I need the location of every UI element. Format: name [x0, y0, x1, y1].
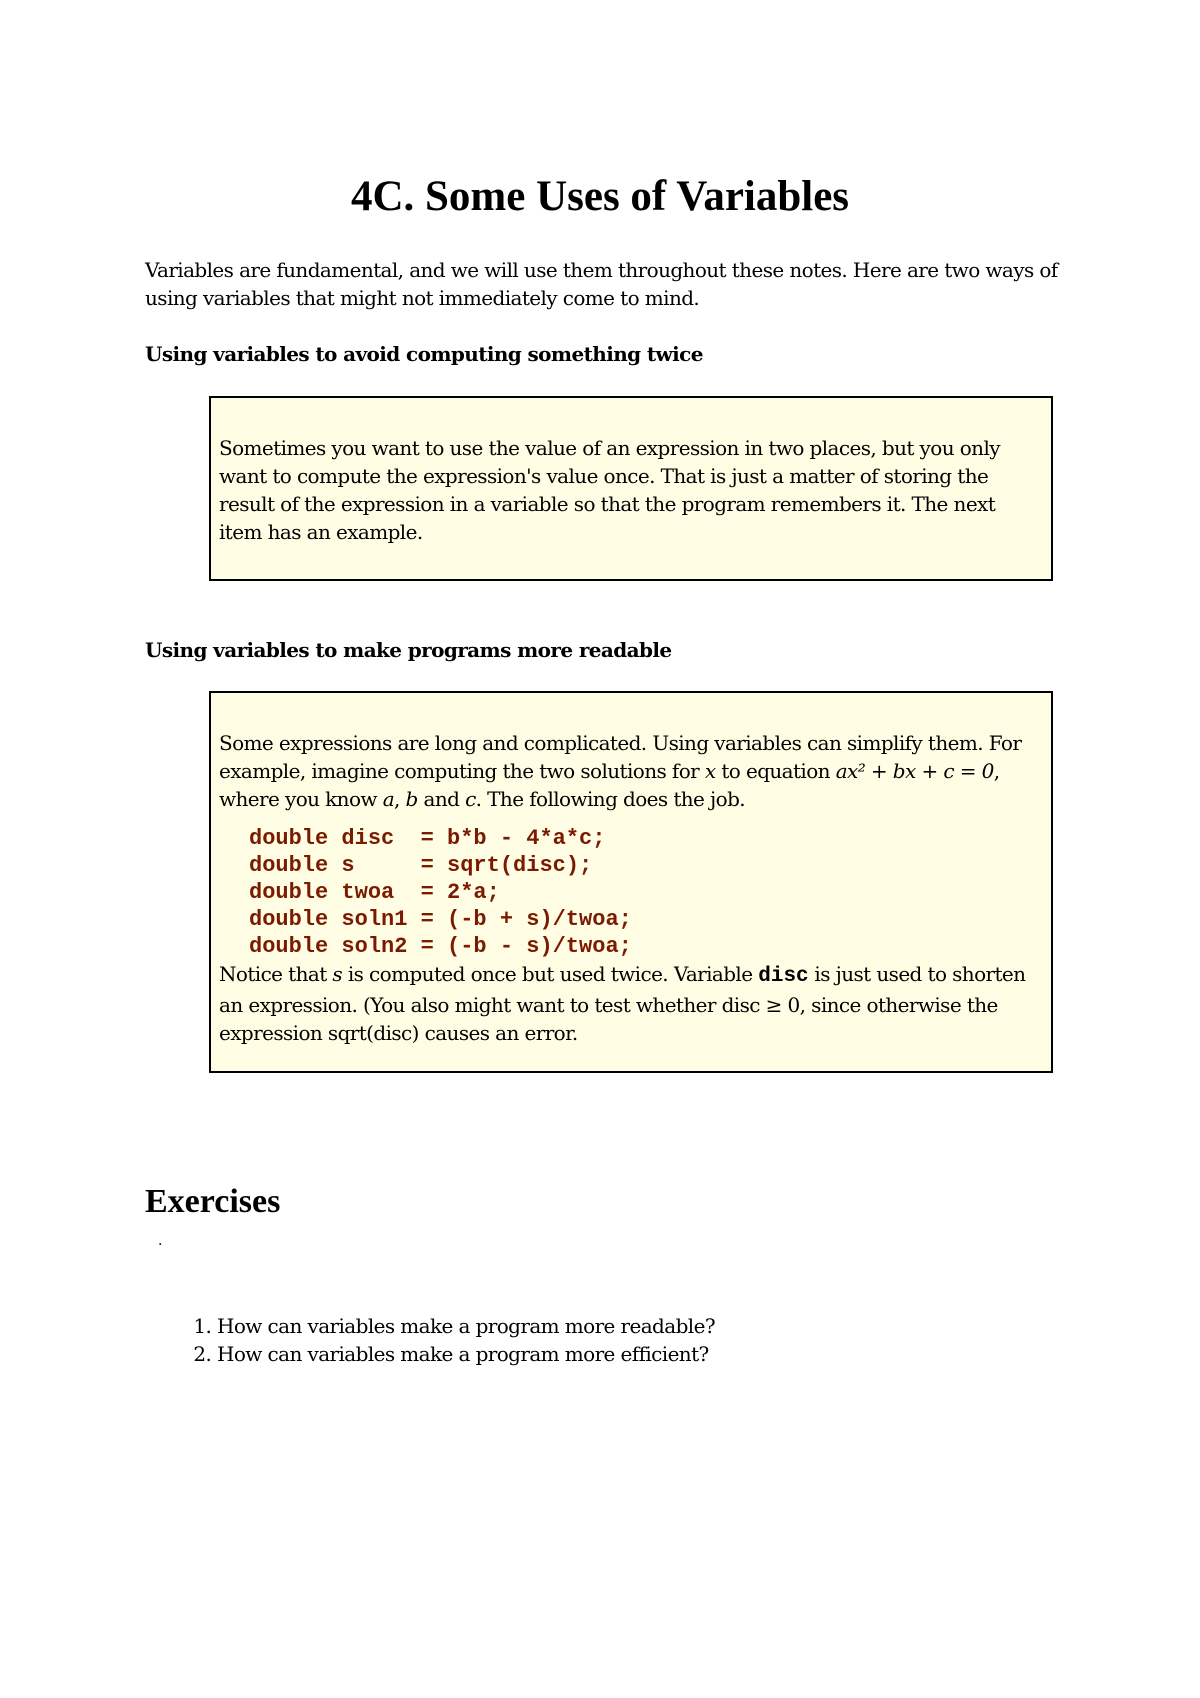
code-line: double soln2 = (-b - s)/twoa; — [249, 934, 632, 959]
code-line: double s = sqrt(disc); — [249, 853, 593, 878]
exercises-heading: Exercises — [145, 1183, 281, 1220]
text-segment: Some expressions are long and complicated. Using variables can simplify them. For example, imagine computing the two solutions for — [219, 731, 1022, 783]
quadratic-equation: ax² + bx + c = 0 — [835, 759, 994, 783]
note-box-readable-programs — [209, 691, 1053, 1073]
exercise-item: 2. How can variables make a program more efficient? — [217, 1340, 715, 1368]
code-line: double disc = b*b - 4*a*c; — [249, 826, 606, 851]
math-variable-s: s — [332, 962, 343, 986]
text-segment: is computed once but used twice. Variable — [342, 962, 759, 986]
math-variable-c: c — [465, 787, 476, 811]
text-segment: Notice that — [219, 962, 333, 986]
exercise-item: 1. How can variables make a program more readable? — [217, 1312, 715, 1340]
note-box-after-code — [219, 960, 1043, 1047]
text-segment: is just used to shorten an expression. (You also might want to test whether disc ≥ 0, since otherwise the expression sqrt(disc) causes an error. — [219, 962, 1026, 1045]
text-segment: , — [394, 787, 406, 811]
text-segment: to equation — [715, 759, 836, 783]
math-variable-b: b — [405, 787, 418, 811]
inline-code-disc: disc — [758, 965, 809, 988]
intro-paragraph: Variables are fundamental, and we will use them throughout these notes. Here are two ways of using variables that might not immediately come to mind. — [145, 258, 1058, 310]
text-segment: . The following does the job. — [475, 787, 746, 811]
math-variable-x: x — [704, 759, 716, 783]
section-heading-readable-programs: Using variables to make programs more readable — [145, 638, 672, 662]
page-title: 4C. Some Uses of Variables — [350, 173, 850, 220]
text-segment: , where you know — [219, 759, 1000, 811]
note-box-intro — [219, 729, 1043, 813]
exercise-list — [175, 1312, 715, 1368]
bullet-marker: · — [158, 1237, 163, 1253]
note-box-text: Sometimes you want to use the value of an expression in two places, but you only want to compute the expression's value once. That is just a matter of storing the result of the expression in a variable so that the program remembers it. The next item has an example. — [219, 436, 1000, 544]
code-line: double twoa = 2*a; — [249, 880, 500, 905]
math-variable-a: a — [382, 787, 395, 811]
code-block — [249, 825, 1043, 960]
note-box-avoid-computing-twice — [209, 396, 1053, 581]
section-heading-avoid-computing-twice: Using variables to avoid computing something twice — [145, 342, 703, 366]
code-line: double soln1 = (-b + s)/twoa; — [249, 907, 632, 932]
text-segment: and — [417, 787, 466, 811]
